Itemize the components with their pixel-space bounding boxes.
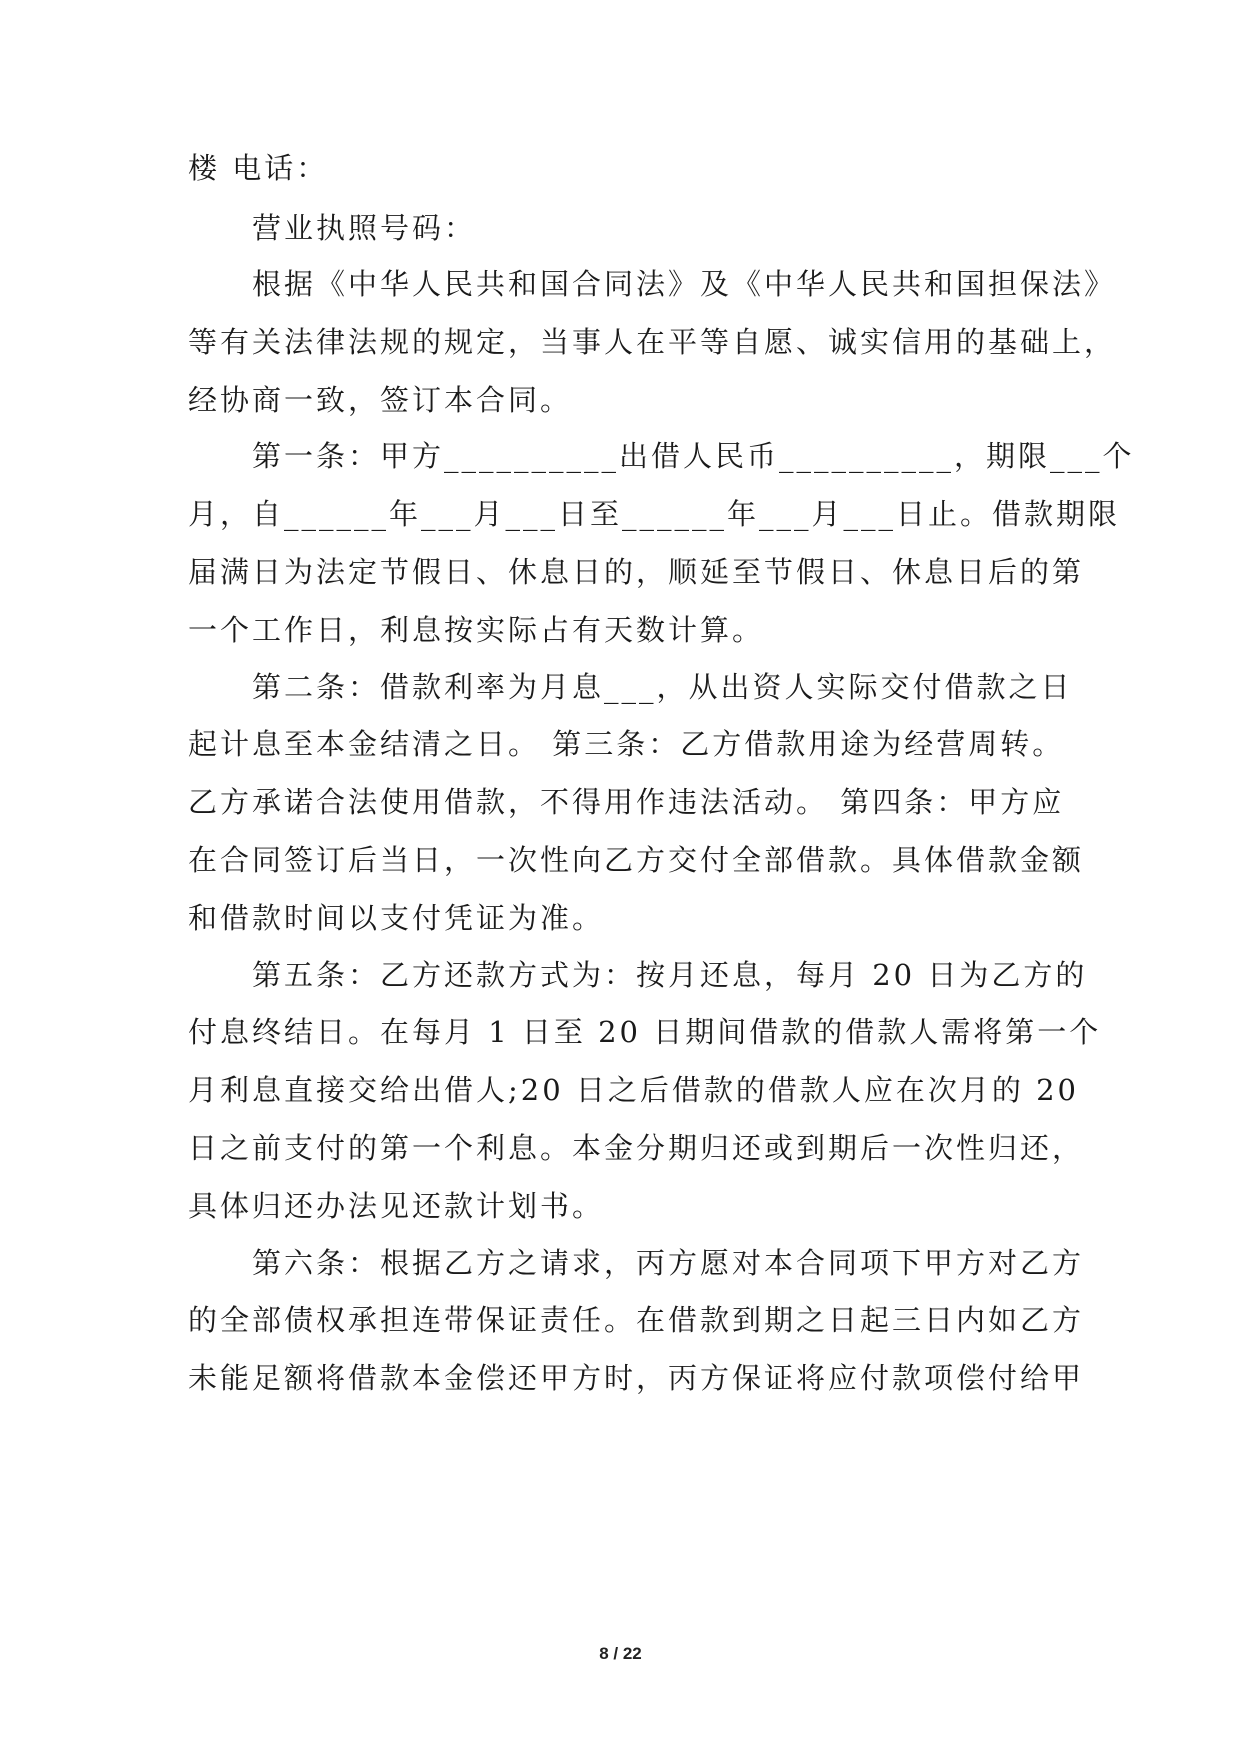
text-line: 营业执照号码： bbox=[252, 211, 477, 245]
text-line: 月，自______年___月___日至______年___月___日止。借款期限 bbox=[188, 497, 1121, 531]
text-line: 楼 电话： bbox=[188, 151, 329, 185]
text-line: 届满日为法定节假日、休息日的，顺延至节假日、休息日后的第 bbox=[188, 555, 1085, 589]
text-line: 第六条：根据乙方之请求，丙方愿对本合同项下甲方对乙方 bbox=[252, 1246, 1085, 1280]
text-line: 第二条：借款利率为月息___，从出资人实际交付借款之日 bbox=[252, 670, 1073, 704]
text-line: 起计息至本金结清之日。 第三条：乙方借款用途为经营周转。 bbox=[188, 727, 1065, 761]
text-line: 根据《中华人民共和国合同法》及《中华人民共和国担保法》 bbox=[252, 267, 1117, 301]
text-line: 等有关法律法规的规定，当事人在平等自愿、诚实信用的基础上， bbox=[188, 325, 1117, 359]
text-line: 第五条：乙方还款方式为：按月还息，每月 20 日为乙方的 bbox=[252, 958, 1088, 992]
text-line: 经协商一致，签订本合同。 bbox=[188, 383, 573, 417]
text-line: 和借款时间以支付凭证为准。 bbox=[188, 901, 605, 935]
text-line: 乙方承诺合法使用借款，不得用作违法活动。 第四条：甲方应 bbox=[188, 785, 1065, 819]
text-line: 具体归还办法见还款计划书。 bbox=[188, 1189, 605, 1223]
text-line: 一个工作日，利息按实际占有天数计算。 bbox=[188, 613, 765, 647]
text-line: 第一条：甲方__________出借人民币__________，期限___个 bbox=[252, 439, 1135, 473]
text-line: 月利息直接交给出借人;20 日之后借款的借款人应在次月的 20 bbox=[188, 1073, 1080, 1107]
text-line: 未能足额将借款本金偿还甲方时，丙方保证将应付款项偿付给甲 bbox=[188, 1361, 1085, 1395]
text-line: 在合同签订后当日，一次性向乙方交付全部借款。具体借款金额 bbox=[188, 843, 1085, 877]
text-line: 的全部债权承担连带保证责任。在借款到期之日起三日内如乙方 bbox=[188, 1303, 1085, 1337]
page-number: 8 / 22 bbox=[599, 1644, 642, 1663]
text-line: 付息终结日。在每月 1 日至 20 日期间借款的借款人需将第一个 bbox=[188, 1015, 1102, 1049]
text-line: 日之前支付的第一个利息。本金分期归还或到期后一次性归还， bbox=[188, 1131, 1085, 1165]
